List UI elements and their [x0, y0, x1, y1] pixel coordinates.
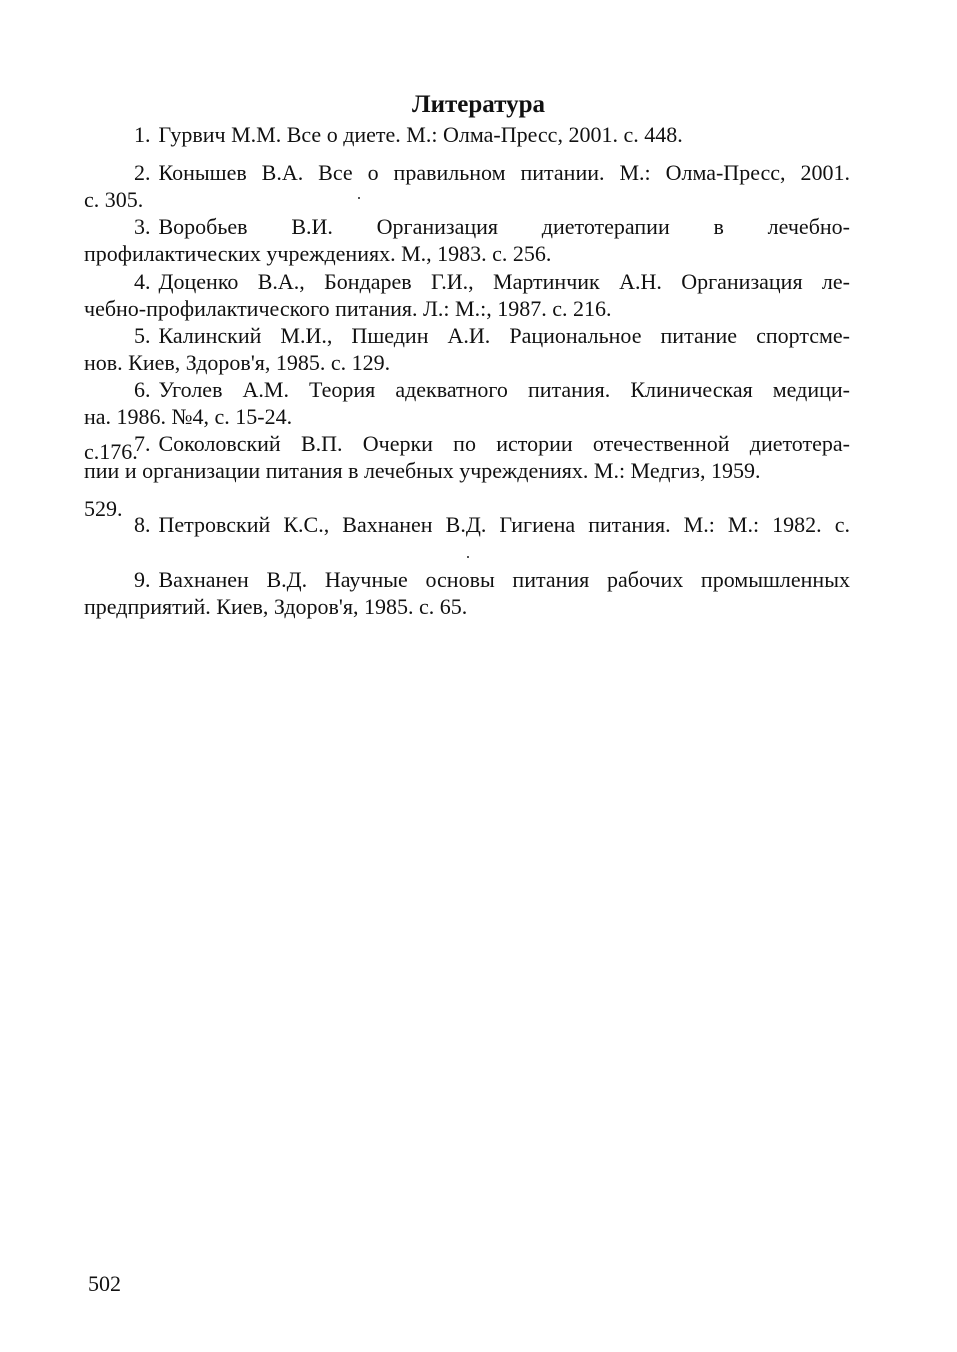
reference-text-line1: Воробьев В.И. Организация диетотерапии в лечебно-	[158, 214, 850, 239]
reference-text-line1: Калинский М.И., Пшедин А.И. Рациональное питание спортсме-	[158, 323, 850, 348]
reference-item	[84, 159, 850, 213]
reference-item	[84, 322, 850, 376]
reference-text: Петровский К.С., Вахнанен В.Д. Гигиена питания. М.: М.: 1982. с.	[158, 512, 850, 537]
page-number: 502	[88, 1271, 121, 1296]
reference-tail-fragment: с.176.	[84, 439, 138, 464]
reference-number: 6.	[134, 377, 151, 402]
reference-text-line2: чебно-профилактического питания. Л.: М.:, 1987. с. 216.	[84, 296, 612, 321]
reference-number: 8.	[134, 512, 151, 537]
reference-text-line2: профилактических учреждениях. М., 1983. с. 256.	[84, 241, 552, 266]
reference-item	[84, 566, 850, 620]
reference-number: 3.	[134, 214, 151, 239]
reference-text-line2: на. 1986. №4, с. 15-24.	[84, 404, 293, 429]
reference-number: 4.	[134, 269, 151, 294]
reference-item	[84, 430, 850, 484]
reference-item	[84, 511, 850, 538]
page-title: Литература	[411, 91, 546, 118]
reference-text-line2: пии и организации питания в лечебных учреждениях. М.: Медгиз, 1959.	[84, 458, 761, 483]
reference-tail-fragment: 529.	[84, 496, 123, 521]
reference-item	[84, 213, 850, 267]
reference-item	[84, 121, 850, 148]
scan-speck	[467, 556, 469, 558]
reference-item	[84, 268, 850, 322]
reference-item	[84, 376, 850, 430]
reference-number: 2.	[134, 160, 151, 185]
reference-text-line2: с. 305.	[84, 187, 144, 212]
scan-speck	[358, 197, 360, 199]
reference-number: 1.	[134, 122, 151, 147]
reference-text-line2: нов. Киев, Здоров'я, 1985. с. 129.	[84, 350, 391, 375]
reference-text: Гурвич М.М. Все о диете. М.: Олма-Пресс, 2001. с. 448.	[158, 122, 683, 147]
reference-text-line1: Уголев А.М. Теория адекватного питания. Клиническая медици-	[158, 377, 850, 402]
reference-number: 5.	[134, 323, 151, 348]
reference-number: 7.	[134, 431, 151, 456]
reference-text-line1: Вахнанен В.Д. Научные основы питания рабочих промышленных	[158, 567, 850, 592]
reference-text-line1: Соколовский В.П. Очерки по истории отечественной диетотера-	[158, 431, 850, 456]
reference-number: 9.	[134, 567, 151, 592]
reference-text-line2: предприятий. Киев, Здоров'я, 1985. с. 65.	[84, 594, 468, 619]
reference-text-line1: Конышев В.А. Все о правильном питании. М.: Олма-Пресс, 2001.	[158, 160, 850, 185]
reference-text-line1: Доценко В.А., Бондарев Г.И., Мартинчик А.Н. Организация ле-	[158, 269, 850, 294]
